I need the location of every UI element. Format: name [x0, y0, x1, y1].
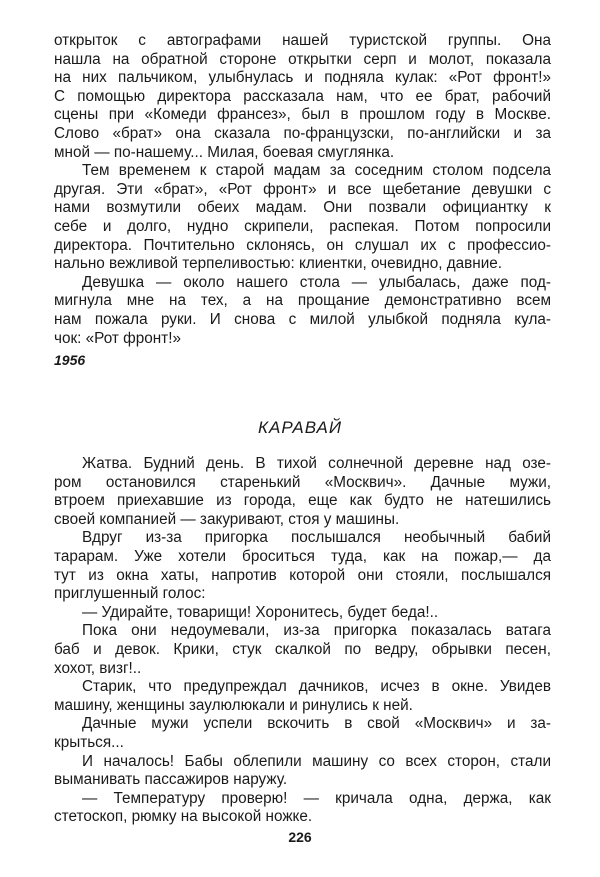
- text-line: Вдруг из-за пригорка послышался необычный бабий: [82, 529, 551, 547]
- paragraph: [54, 604, 551, 623]
- text-line: мной — по-нашему... Милая, боевая смуглянка.: [54, 143, 395, 161]
- text-line: нами возмутили обеих мадам. Они позвали официантку к: [54, 199, 551, 217]
- text-line: приглушенный голос:: [54, 585, 206, 603]
- page-number: 226: [288, 829, 312, 845]
- text-line: хохот, визг!..: [54, 659, 142, 677]
- chapter-title: КАРАВАЙ: [258, 418, 342, 437]
- text-line: другая. Эти «брат», «Рот фронт» и все щебетание девушки с: [54, 180, 551, 198]
- paragraph: [54, 529, 551, 603]
- text-line: на них пальчиком, улыбнулась и подняла кулак: «Рот фронт!»: [54, 69, 551, 87]
- text-line: С помощью директора рассказала нам, что ее брат, рабочий: [54, 87, 551, 105]
- paragraph: [54, 753, 551, 790]
- paragraph: [54, 790, 551, 827]
- text-line: И началось! Бабы облепили машину со всех сторон, стали: [82, 752, 551, 770]
- text-block-karavai: [54, 455, 551, 827]
- text-line: баб и девок. Крики, стук скалкой по ведру, обрывки песен,: [54, 640, 551, 658]
- text-line: Тем временем к старой мадам за соседним столом подсела: [82, 162, 551, 180]
- paragraph: [54, 32, 551, 162]
- text-line: себе и долго, нудно скрипели, распекая. Потом попросили: [54, 217, 551, 235]
- text-line: чок: «Рот фронт!»: [54, 329, 181, 347]
- text-line: Пока они недоумевали, из-за пригорка показалась ватага: [82, 622, 551, 640]
- text-line: втроем приехавшие из города, еще как будто не натешились: [54, 492, 551, 510]
- text-line: директора. Почтительно склонясь, он слушал их с профессио-: [54, 236, 551, 254]
- text-line: — Удирайте, товарищи! Хоронитесь, будет беда!..: [82, 603, 439, 621]
- text-line: стетоскоп, рюмку на высокой ножке.: [54, 808, 313, 826]
- text-line: тут из окна хаты, напротив которой они стояли, послышался: [54, 566, 551, 584]
- paragraph: [54, 622, 551, 678]
- text-line: Старик, что предупреждал дачников, исчез в окне. Увидев: [82, 678, 551, 696]
- text-line: машину, женщины заулюлюкали и ринулись к ней.: [54, 696, 413, 714]
- text-line: выманивать пассажиров наружу.: [54, 771, 288, 789]
- text-block-previous-story: [54, 32, 551, 348]
- paragraph: [54, 162, 551, 274]
- text-line: Жатва. Будний день. В тихой солнечной деревне над озе-: [82, 455, 551, 472]
- story-date: 1956: [54, 352, 86, 368]
- text-line: Девушка — около нашего стола — улыбалась, даже под-: [82, 273, 551, 291]
- text-line: нам пожала руки. И снова с милой улыбкой подняла кула-: [54, 310, 551, 328]
- text-line: мигнула мне на тех, а на прощание демонстративно всем: [54, 292, 551, 310]
- text-line: нально вежливой терпеливостью: клиентки, очевидно, давние.: [54, 255, 503, 273]
- text-line: своей компанией — закуривают, стоя у машины.: [54, 510, 400, 528]
- text-line: тарарам. Уже хотели броситься туда, как на пожар,— да: [54, 547, 551, 565]
- text-line: крыться...: [54, 733, 124, 751]
- paragraph: [54, 455, 551, 529]
- text-line: Слово «брат» она сказала по-французски, по-английски и за: [54, 124, 551, 142]
- text-line: открыток с автографами нашей туристской группы. Она: [54, 32, 551, 49]
- text-line: нашла на обратной стороне открытки серп и молот, показала: [54, 50, 551, 68]
- paragraph: [54, 274, 551, 348]
- text-line: Дачные мужи успели вскочить в свой «Москвич» и за-: [82, 715, 551, 733]
- paragraph: [54, 715, 551, 752]
- text-line: ром остановился старенький «Москвич». Дачные мужи,: [54, 473, 551, 491]
- text-line: сцены при «Комеди франсез», был в прошлом году в Москве.: [54, 106, 551, 124]
- paragraph: [54, 678, 551, 715]
- text-line: — Температуру проверю! — кричала одна, держа, как: [82, 789, 551, 807]
